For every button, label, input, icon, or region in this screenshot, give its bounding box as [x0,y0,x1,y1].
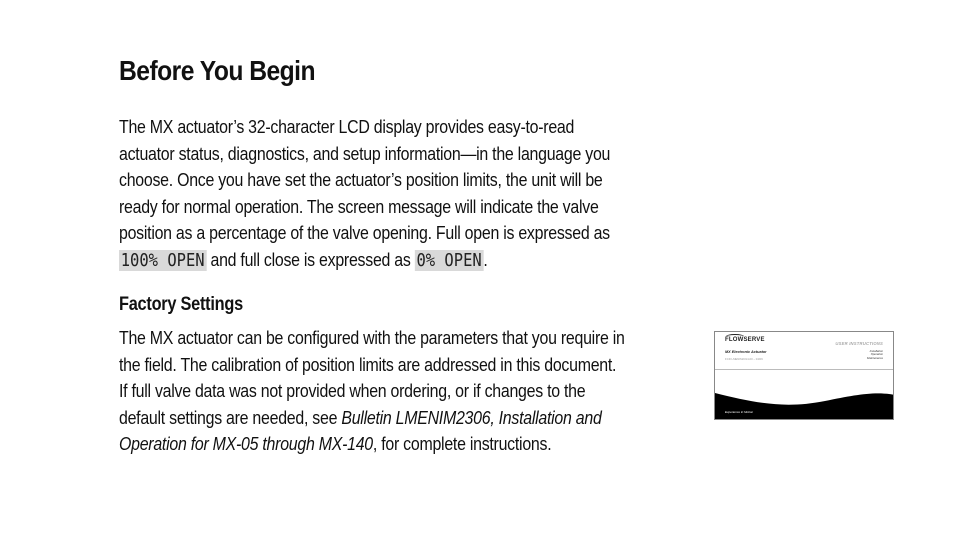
factory-line-3: If full valve data was not provided when ordering, or if changes to the [119,380,586,401]
factory-line-4-text: default settings are needed, see [119,406,342,428]
page-title: Before You Begin [119,55,316,86]
cover-divider [715,369,893,370]
intro-line-4: ready for normal operation. The screen message will indicate the valve [119,195,599,217]
factory-settings-heading: Factory Settings [119,294,243,315]
intro-paragraph [119,114,610,274]
cover-sub-operation: Operation [870,352,883,357]
cover-sub-installation: Installation [869,349,883,353]
cover-subtitles [867,350,883,360]
bulletin-reference: Bulletin LMENIM2306, Installation and [341,406,602,428]
factory-line-4 [119,405,625,432]
lcd-open-text: 100% OPEN [120,249,205,271]
factory-line-1: The MX actuator can be configured with the parameters that you require in [119,327,625,348]
intro-line-6 [119,247,610,275]
factory-line-2: the field. The calibration of position limits are addressed in this document. [119,353,617,375]
intro-line-3: choose. Once you have set the actuator’s position limits, the unit will be [119,169,603,190]
factory-line-5-text: , for complete instructions. [372,433,552,454]
cover-tagline: Experience In Motion [725,410,754,414]
cover-sub-maintenance: Maintenance [866,355,883,360]
intro-end-text: . [483,248,488,270]
manual-cover-thumbnail [714,331,894,420]
cover-fcd-number: FCD LMENIM2314-00 – 04/06 [725,357,763,361]
cover-product-name: MX Electronic Actuator [725,350,767,354]
intro-line-5: position as a percentage of the valve opening. Full open is expressed as [119,222,610,243]
factory-paragraph [119,325,625,458]
intro-mid-text: and full close is expressed as [206,248,415,270]
flowserve-logo: FLOWSERVE [725,337,765,343]
factory-line-5 [119,431,625,458]
intro-line-1: The MX actuator’s 32-character LCD display provides easy-to-read [119,116,575,137]
lcd-close-text: 0% OPEN [416,249,482,271]
bulletin-title: Operation for MX-05 through MX-140 [119,433,373,454]
intro-line-2: actuator status, diagnostics, and setup information—in the language you [119,142,611,164]
cover-doc-type: USER INSTRUCTIONS [835,341,883,346]
